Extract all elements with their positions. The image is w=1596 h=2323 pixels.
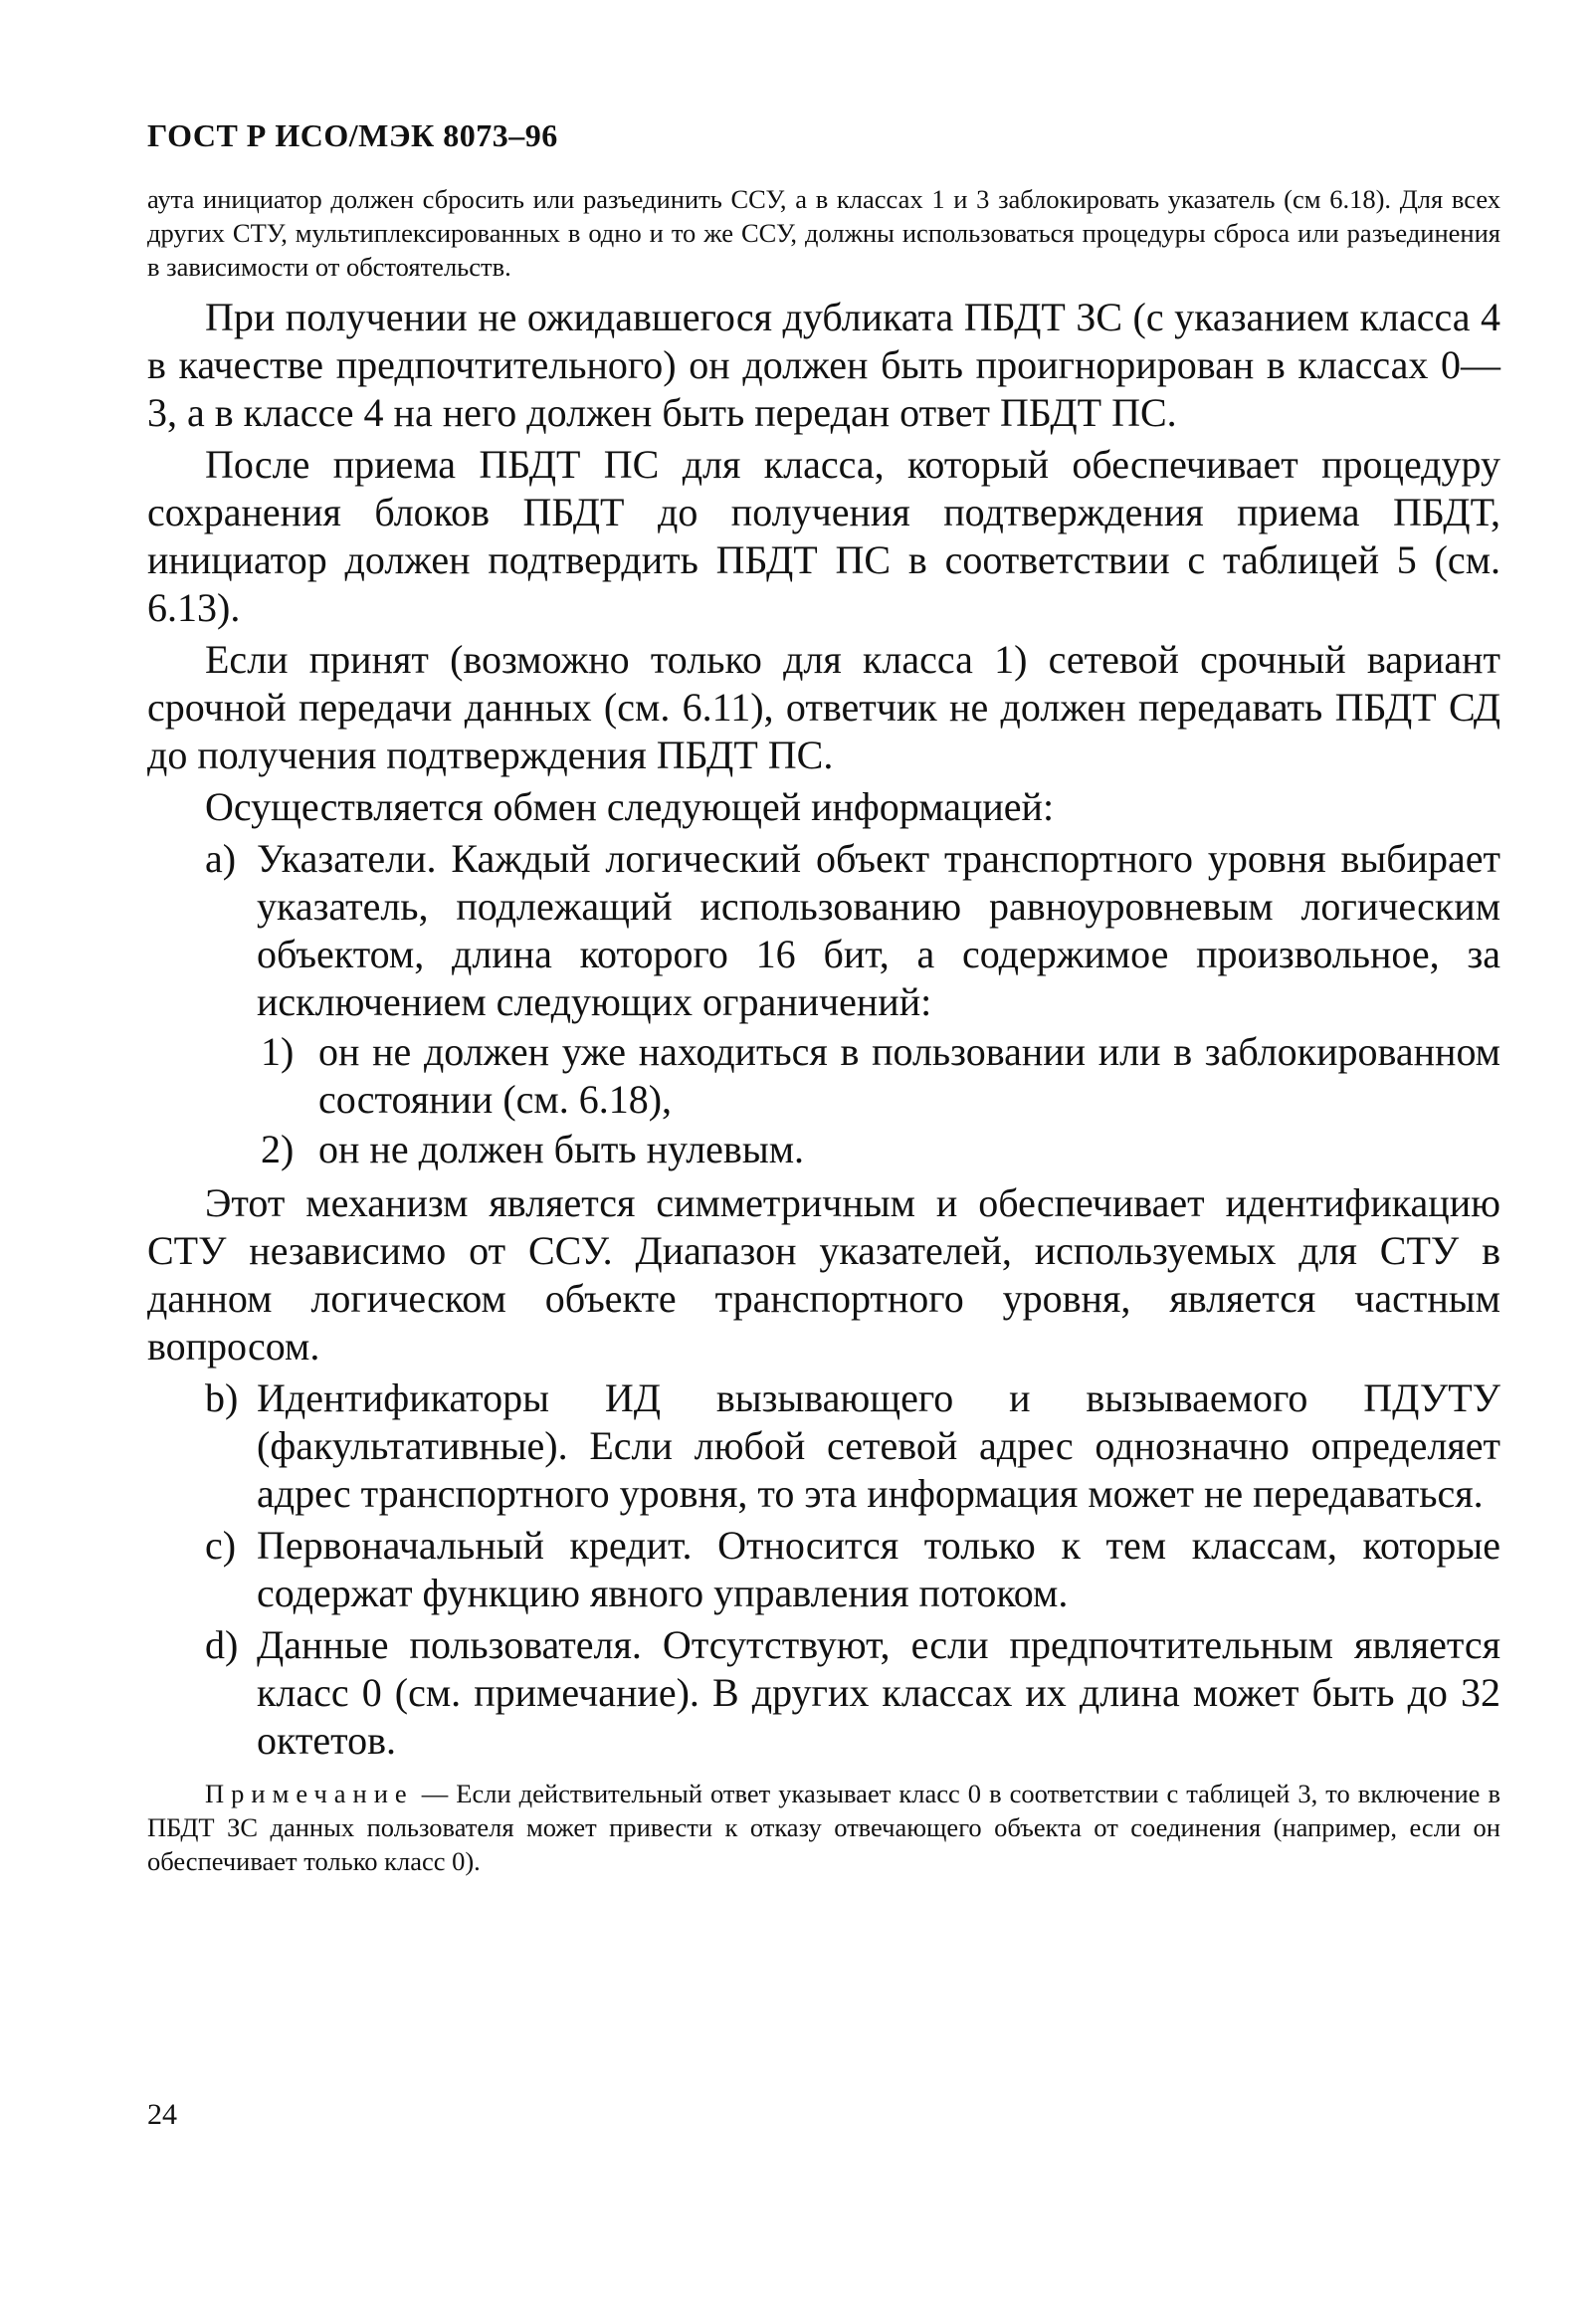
paragraph-exchange-intro: Осуществляется обмен следующей информацией:	[205, 784, 1055, 829]
sub-marker: 2)	[261, 1127, 295, 1171]
list-item-text: Указатели. Каждый логический объект транспортного уровня выбирает указатель, подлежащий использованию равноуровневым логическим объектом, длина которого 16 бит, а содержимое произвольное, за исключением следующих ограничений:	[257, 836, 1500, 1024]
note-text: — Если действительный ответ указывает класс 0 в соответствии с таблицей 3, то включение в ПБДТ ЗС данных пользователя может привести к отказу отвечающего объекта от соединения (например, если он обеспечивает только класс 0).	[147, 1779, 1500, 1876]
list-item-text: Данные пользователя. Отсутствуют, если предпочтительным является класс 0 (см. примечание). В других классах их длина может быть до 32 октетов.	[257, 1622, 1500, 1763]
note	[147, 1777, 1500, 1878]
list-item-a	[147, 835, 1500, 1026]
note-label: Примечание	[205, 1779, 414, 1808]
page-number: 24	[147, 2098, 177, 2131]
sub-marker: 1)	[261, 1029, 295, 1074]
list-marker: c)	[205, 1523, 237, 1568]
document-header: ГОСТ Р ИСО/МЭК 8073–96	[147, 117, 558, 153]
list-item-c	[147, 1522, 1500, 1617]
list-marker: d)	[205, 1622, 239, 1667]
paragraph-duplicate-cr: При получении не ожидавшегося дубликата ПБДТ ЗС (с указанием класса 4 в качестве предпочтительного) он должен быть проигнорирован в классах 0—3, а в классе 4 на него должен быть передан ответ ПБДТ ПС.	[147, 295, 1500, 435]
list-item-b	[147, 1374, 1500, 1518]
list-marker: a)	[205, 836, 237, 881]
intro-text: аута инициатор должен сбросить или разъединить ССУ, а в классах 1 и 3 заблокировать указатель (см 6.18). Для всех других СТУ, мультиплексированных в одно и то же ССУ, должны использоваться процедуры сброса или разъединения в зависимости от обстоятельств.	[147, 184, 1500, 282]
sub-item-text: он не должен уже находиться в пользовании или в заблокированном состоянии (см. 6.18),	[318, 1029, 1500, 1122]
document-page	[147, 117, 1500, 1905]
sub-item-2	[147, 1126, 1500, 1173]
list-item-text: Идентификаторы ИД вызывающего и вызываемого ПДУТУ (факультативные). Если любой сетевой адрес однозначно определяет адрес транспортного уровня, то эта информация может не передаваться.	[257, 1375, 1500, 1516]
list-marker: b)	[205, 1375, 239, 1420]
paragraph-mechanism: Этот механизм является симметричным и обеспечивает идентификацию СТУ независимо от ССУ. Диапазон указателей, используемых для СТУ в данном логическом объекте транспортного уровня, является частным вопросом.	[147, 1180, 1500, 1369]
sub-item-1	[147, 1028, 1500, 1124]
paragraph-cc-receipt: После приема ПБДТ ПС для класса, который обеспечивает процедуру сохранения блоков ПБДТ до получения подтверждения приема ПБДТ, инициатор должен подтвердить ПБДТ ПС в соответствии с таблицей 5 (см. 6.13).	[147, 442, 1500, 630]
paragraph-expedited: Если принят (возможно только для класса 1) сетевой срочный вариант срочной передачи данных (см. 6.11), ответчик не должен передавать ПБДТ СД до получения подтверждения ПБДТ ПС.	[147, 637, 1500, 777]
sub-item-text: он не должен быть нулевым.	[318, 1127, 805, 1171]
list-item-text: Первоначальный кредит. Относится только к тем классам, которые содержат функцию явного управления потоком.	[257, 1523, 1500, 1615]
list-item-d	[147, 1621, 1500, 1765]
